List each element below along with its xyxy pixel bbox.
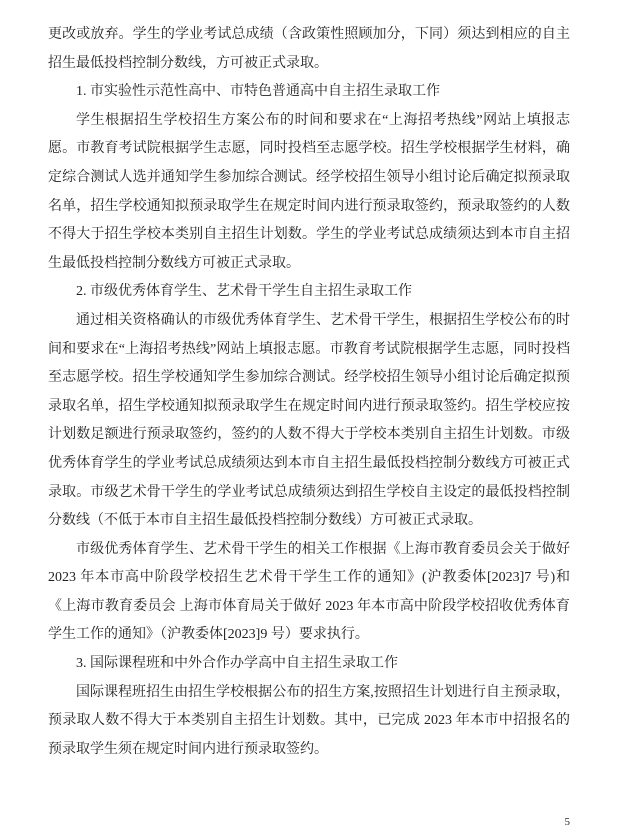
section-heading-2: 2. 市级优秀体育学生、艺术骨干学生自主招生录取工作 — [76, 284, 412, 300]
section-heading-3: 3. 国际课程班和中外合作办学高中自主招生录取工作 — [76, 656, 398, 672]
page-number: 5 — [564, 816, 570, 828]
document-body — [48, 21, 570, 764]
paragraph: 国际课程班招生由招生学校根据公布的招生方案,按照招生计划进行自主预录取，预录取人数不得大于本类别自主招生计划数。其中，已完成 2023 年本市中招报名的预录取学生须在规定时间内进行预录取签约。 — [48, 684, 570, 757]
paragraph: 市级优秀体育学生、艺术骨干学生的相关工作根据《上海市教育委员会关于做好 2023 年本市高中阶段学校招生艺术骨干学生工作的通知》(沪教委体[2023]7 号)和《上海市教育委员会 上海市体育局关于做好 2023 年本市高中阶段学校招收优秀体育学生工作的通知》（沪教委体[2023]9 号）要求执行。 — [48, 541, 570, 643]
paragraph-continued: 更改或放弃。学生的学业考试总成绩（含政策性照顾加分，下同）须达到相应的自主招生最低投档控制分数线，方可被正式录取。 — [48, 27, 570, 71]
paragraph: 通过相关资格确认的市级优秀体育学生、艺术骨干学生，根据招生学校公布的时间和要求在“上海招考热线”网站上填报志愿。市教育考试院根据学生志愿，同时投档至志愿学校。招生学校通知学生参加综合测试。经学校招生领导小组讨论后确定拟预录取名单，招生学校通知拟预录取学生在规定时间内进行预录取签约。招生学校应按计划数足额进行预录取签约，签约的人数不得大于学校本类别自主招生计划数。市级优秀体育学生的学业考试总成绩须达到本市自主招生最低投档控制分数线方可被正式录取。市级艺术骨干学生的学业考试总成绩须达到招生学校自主设定的最低投档控制分数线（不低于本市自主招生最低投档控制分数线）方可被正式录取。 — [48, 312, 570, 529]
section-heading-1: 1. 市实验性示范性高中、市特色普通高中自主招生录取工作 — [76, 84, 440, 100]
paragraph: 学生根据招生学校招生方案公布的时间和要求在“上海招考热线”网站上填报志愿。市教育考试院根据学生志愿，同时投档至志愿学校。招生学校根据学生材料，确定综合测试人选并通知学生参加综合测试。经学校招生领导小组讨论后确定拟预录取名单，招生学校通知拟预录取学生在规定时间内进行预录取签约，预录取签约的人数不得大于招生学校本类别自主招生计划数。学生的学业考试总成绩须达到本市自主招生最低投档控制分数线方可被正式录取。 — [48, 112, 570, 271]
